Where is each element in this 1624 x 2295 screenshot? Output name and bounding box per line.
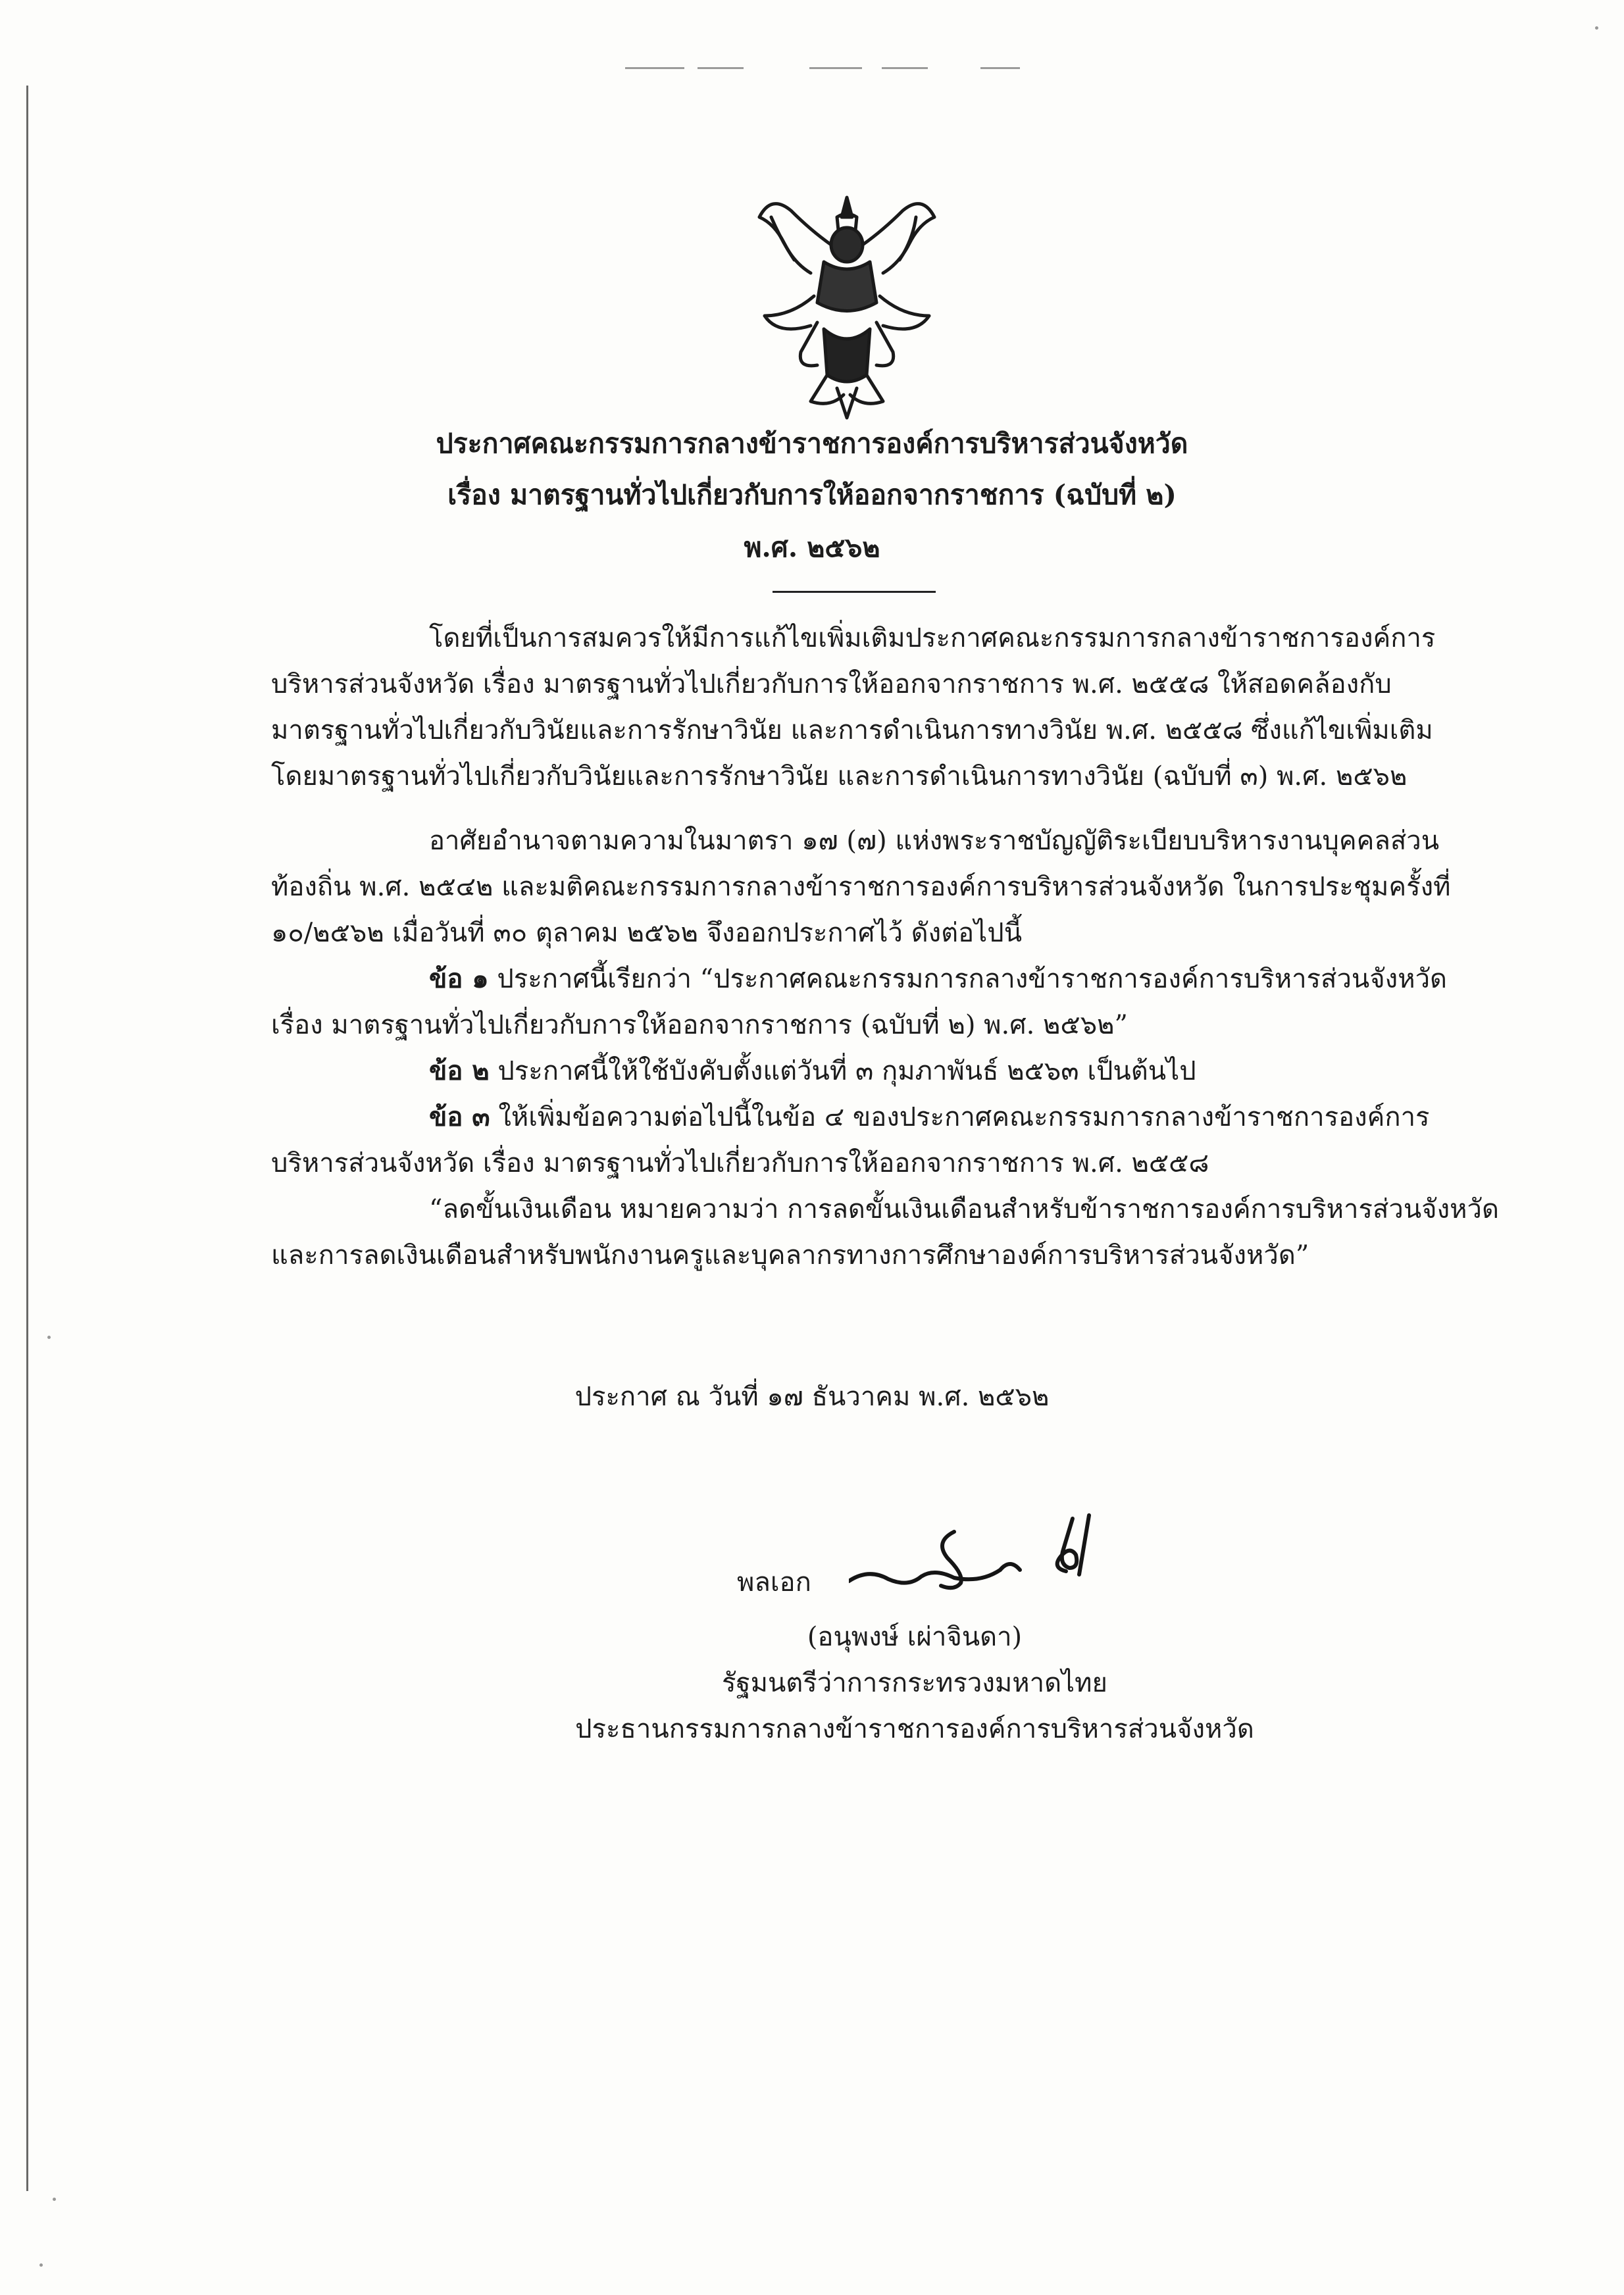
clause-3-text: ให้เพิ่มข้อความต่อไปนี้ในข้อ ๔ ของประกาศคณะกรรมการกลางข้าราชการองค์การ <box>490 1102 1430 1132</box>
preamble-line-1: โดยที่เป็นการสมควรให้มีการแก้ไขเพิ่มเติมประกาศคณะกรรมการกลางข้าราชการองค์การ <box>429 623 1436 653</box>
scan-speck <box>1595 26 1598 30</box>
clause-1 <box>429 963 1448 994</box>
authority-line-3: ๑๐/๒๕๖๒ เมื่อวันที่ ๓๐ ตุลาคม ๒๕๖๒ จึงออกประกาศไว้ ดังต่อไปนี้ <box>271 918 1023 948</box>
heading-line-1: ประกาศคณะกรรมการกลางข้าราชการองค์การบริหารส่วนจังหวัด <box>436 428 1188 459</box>
clause-3 <box>429 1101 1430 1132</box>
clause-1-text: ประกาศนี้เรียกว่า “ประกาศคณะกรรมการกลางข้าราชการองค์การบริหารส่วนจังหวัด <box>488 964 1448 994</box>
clause-2-label: ข้อ ๒ <box>429 1055 490 1086</box>
handwritten-signature <box>849 1505 1125 1604</box>
preamble-line-4: โดยมาตรฐานทั่วไปเกี่ยวกับวินัยและการรักษาวินัย และการดำเนินการทางวินัย (ฉบับที่ ๓) พ.ศ. ๒๕๖๒ <box>271 761 1408 792</box>
heading-line-3: พ.ศ. ๒๕๖๒ <box>744 532 880 563</box>
scan-border-line <box>26 86 28 2191</box>
scan-speck <box>53 2198 56 2201</box>
scan-dash <box>980 67 1020 69</box>
scan-dash <box>625 67 684 69</box>
dateline: ประกาศ ณ วันที่ ๑๗ ธันวาคม พ.ศ. ๒๕๖๒ <box>574 1382 1050 1412</box>
authority-line-1: อาศัยอำนาจตามความในมาตรา ๑๗ (๗) แห่งพระราชบัญญัติระเบียบบริหารงานบุคคลส่วน <box>429 826 1440 856</box>
clause-3-label: ข้อ ๓ <box>429 1101 490 1132</box>
scan-dash <box>882 67 928 69</box>
clause-1-continuation: เรื่อง มาตรฐานทั่วไปเกี่ยวกับการให้ออกจากราชการ (ฉบับที่ ๒) พ.ศ. ๒๕๖๒” <box>271 1010 1128 1040</box>
signatory-position-2: ประธานกรรมการกลางข้าราชการองค์การบริหารส่วนจังหวัด <box>575 1714 1254 1744</box>
signatory-rank: พลเอก <box>737 1567 811 1598</box>
definition-quote-1: “ลดขั้นเงินเดือน หมายความว่า การลดขั้นเงินเดือนสำหรับข้าราชการองค์การบริหารส่วนจังหวัด <box>429 1194 1499 1224</box>
authority-line-2: ท้องถิ่น พ.ศ. ๒๕๔๒ และมติคณะกรรมการกลางข้าราชการองค์การบริหารส่วนจังหวัด ในการประชุมครั้งที่ <box>271 872 1451 902</box>
scan-dash <box>698 67 744 69</box>
preamble-line-3: มาตรฐานทั่วไปเกี่ยวกับวินัยและการรักษาวินัย และการดำเนินการทางวินัย พ.ศ. ๒๕๕๘ ซึ่งแก้ไขเพิ่มเติม <box>271 715 1433 745</box>
clause-2 <box>429 1055 1196 1086</box>
scan-dash <box>809 67 862 69</box>
clause-1-label: ข้อ ๑ <box>429 963 489 994</box>
scan-speck <box>47 1336 51 1339</box>
preamble-line-2: บริหารส่วนจังหวัด เรื่อง มาตรฐานทั่วไปเกี่ยวกับการให้ออกจากราชการ พ.ศ. ๒๕๕๘ ให้สอดคล้องกับ <box>271 669 1392 699</box>
heading-underline <box>773 591 936 593</box>
clause-2-text: ประกาศนี้ให้ใช้บังคับตั้งแต่วันที่ ๓ กุมภาพันธ์ ๒๕๖๓ เป็นต้นไป <box>489 1056 1196 1086</box>
heading-line-2: เรื่อง มาตรฐานทั่วไปเกี่ยวกับการให้ออกจากราชการ (ฉบับที่ ๒) <box>447 479 1177 511</box>
definition-quote-2: และการลดเงินเดือนสำหรับพนักงานครูและบุคลากรทางการศึกษาองค์การบริหารส่วนจังหวัด” <box>271 1240 1309 1271</box>
scan-speck <box>39 2263 43 2267</box>
signatory-position-1: รัฐมนตรีว่าการกระทรวงมหาดไทย <box>722 1668 1107 1698</box>
clause-3-continuation: บริหารส่วนจังหวัด เรื่อง มาตรฐานทั่วไปเกี่ยวกับการให้ออกจากราชการ พ.ศ. ๒๕๕๘ <box>271 1148 1209 1178</box>
garuda-emblem <box>745 191 949 421</box>
signatory-name: (อนุพงษ์ เผ่าจินดา) <box>807 1622 1023 1652</box>
